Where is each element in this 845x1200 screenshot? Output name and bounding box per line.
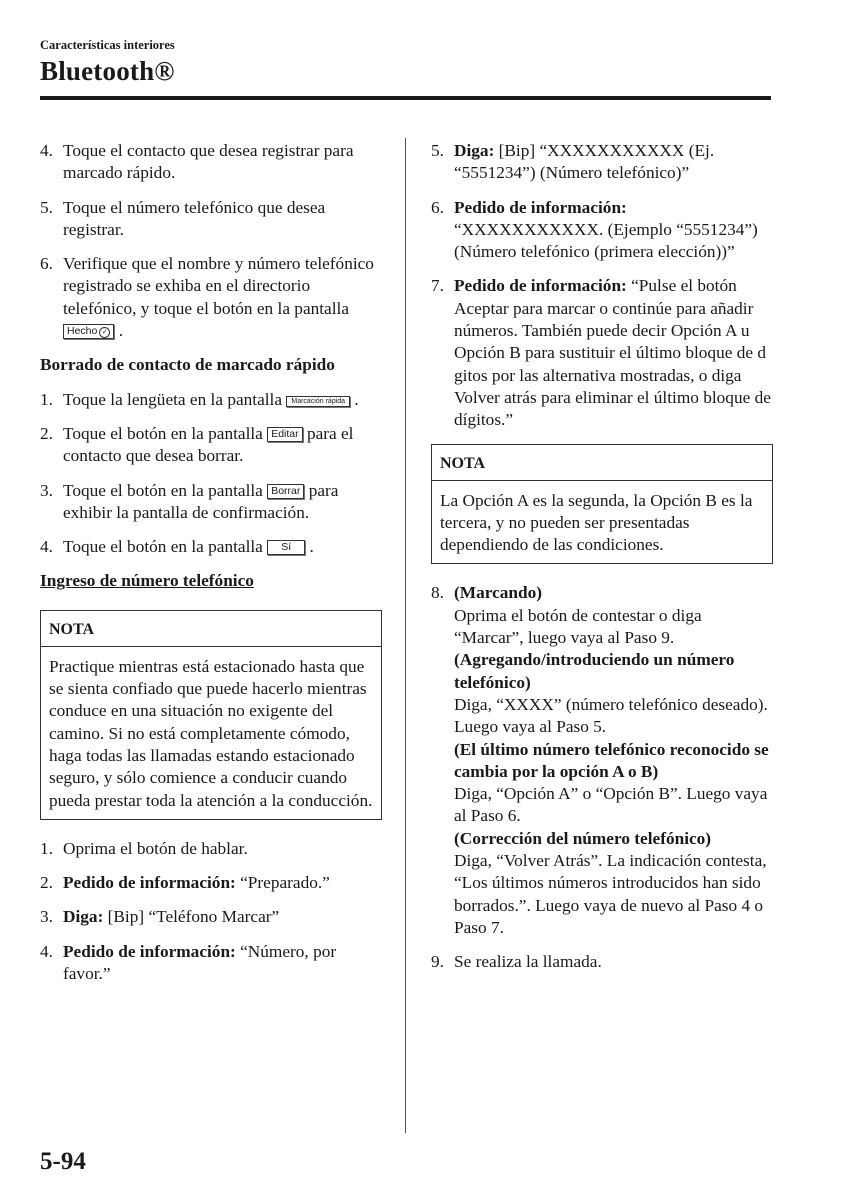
step-number: 5. bbox=[40, 197, 53, 217]
check-circle-icon: ✓ bbox=[99, 327, 110, 338]
step-number: 8. bbox=[431, 583, 444, 603]
step-text bbox=[63, 536, 382, 558]
list-item bbox=[431, 275, 773, 431]
step-text-part: [Bip] “XXXXXXXXXXX (Ej. “5551234”) (Número telefónico)” bbox=[454, 141, 715, 183]
step-bold-label: Diga: bbox=[454, 141, 495, 160]
step-bold-label: Pedido de información: bbox=[454, 197, 627, 217]
step-text-part: “Número, por favor.” bbox=[63, 941, 337, 984]
step-number: 6. bbox=[431, 197, 444, 217]
step-bold-label: Pedido de información: bbox=[454, 276, 627, 296]
note-box bbox=[431, 444, 773, 565]
step-text bbox=[63, 838, 382, 860]
step-number: 2. bbox=[40, 423, 53, 443]
step-text-end: para exhibir la pantalla de confirmación. bbox=[63, 480, 339, 522]
step-text-end: . bbox=[118, 321, 124, 341]
step-text-part: Toque el botón en la pantalla bbox=[63, 537, 263, 557]
step-text-part: Oprima el botón de contestar o diga “Marcar”, luego vaya al Paso 9. bbox=[454, 605, 702, 648]
step-text bbox=[63, 423, 382, 468]
note-box bbox=[40, 610, 382, 820]
list-item bbox=[40, 197, 382, 242]
step-text-part: Diga, “Volver Atrás”. La indicación contesta, “Los últimos números introducidos han sido borrados.”. Luego vaya de nuevo al Paso 4 o Paso 7. bbox=[454, 851, 767, 937]
section-label: Características interiores bbox=[40, 38, 175, 52]
step-bold-label: (Agregando/introduciendo un número telefónico) bbox=[454, 650, 735, 692]
list-item bbox=[40, 140, 382, 185]
step-text: Se realiza la llamada. bbox=[454, 952, 602, 972]
list-item bbox=[431, 140, 773, 185]
step-text-part: Toque la lengüeta en la pantalla bbox=[63, 389, 283, 409]
phone-entry-heading: Ingreso de número telefónico bbox=[40, 571, 254, 591]
step-text-part: “XXXXXXXXXXX. (Ejemplo “5551234”) (Número telefónico (primera elección))” bbox=[454, 219, 758, 262]
step-text bbox=[63, 941, 382, 986]
done-button-label: Hecho bbox=[67, 325, 98, 338]
note-body: La Opción A es la segunda, la Opción B es la tercera, y no pueden ser presentadas dependiendo de las condiciones. bbox=[440, 490, 753, 555]
step-text bbox=[63, 253, 382, 342]
step-number: 4. bbox=[40, 141, 53, 160]
delete-contact-heading: Borrado de contacto de marcado rápido bbox=[40, 355, 335, 375]
list-item bbox=[40, 906, 382, 928]
step-number: 3. bbox=[40, 907, 53, 927]
step-text-end: para el contacto que desea borrar. bbox=[63, 423, 354, 466]
list-item bbox=[40, 253, 382, 342]
edit-screen-button: Editar bbox=[267, 427, 302, 442]
step-text-end: . bbox=[309, 537, 314, 557]
list-item bbox=[40, 480, 382, 525]
step-text-part: [Bip] “Teléfono Marcar” bbox=[103, 907, 280, 927]
note-body: Practique mientras está estacionado hasta que se sienta confiado que puede hacerlo mientras conduce en una situación no exigente del camino. Si no está completamente cómodo, haga todas las llamadas estando estacionado seguro, y sólo comience a conducir cuando pueda prestar toda la atención a la conducción. bbox=[49, 656, 373, 810]
step-number: 1. bbox=[40, 389, 53, 409]
step-number: 5. bbox=[431, 141, 444, 160]
list-item bbox=[431, 951, 773, 973]
step-bold-label: (Corrección del número telefónico) bbox=[454, 828, 712, 848]
step-text-part: Toque el botón en la pantalla bbox=[63, 423, 263, 443]
title-rule bbox=[40, 96, 771, 100]
step-text-part: Diga, “XXXX” (número telefónico deseado). Luego vaya al Paso 5. bbox=[454, 694, 768, 737]
step-text bbox=[454, 275, 773, 431]
page-title: Bluetooth® bbox=[40, 56, 175, 86]
note-title: NOTA bbox=[432, 445, 772, 481]
step-text: Toque el contacto que desea registrar para marcado rápido. bbox=[63, 141, 354, 183]
right-column bbox=[431, 140, 773, 986]
step-number: 9. bbox=[431, 952, 444, 972]
list-item bbox=[40, 536, 382, 558]
step-text: Toque el número telefónico que desea registrar. bbox=[63, 197, 326, 239]
step-bold-label: Pedido de información: bbox=[63, 941, 236, 961]
list-item bbox=[40, 872, 382, 894]
delete-screen-button: Borrar bbox=[267, 484, 304, 499]
step-text-part: Toque el botón en la pantalla bbox=[63, 480, 263, 500]
list-item bbox=[431, 582, 773, 939]
step-text-part: “Pulse el botón Aceptar para marcar o continúe para añadir números. También puede decir Opción A u Opción B para sustituir el último bloque de d gitos por las alternativa mostradas, o diga Volver atrás para eliminar el último bloque de dígitos.” bbox=[454, 276, 771, 430]
note-title: NOTA bbox=[41, 611, 381, 647]
step-text bbox=[63, 872, 382, 894]
step-number: 6. bbox=[40, 254, 53, 274]
step-text bbox=[454, 582, 773, 939]
step-text bbox=[454, 140, 773, 185]
step-text bbox=[454, 197, 773, 264]
done-screen-button bbox=[63, 324, 114, 339]
step-bold-label: (Marcando) bbox=[454, 583, 542, 603]
step-bold-label: Pedido de información: bbox=[63, 873, 236, 893]
step-number: 4. bbox=[40, 537, 53, 557]
step-text-part: Oprima el botón de hablar. bbox=[63, 838, 248, 858]
step-number: 3. bbox=[40, 480, 53, 500]
step-text-end: . bbox=[354, 389, 359, 409]
left-column bbox=[40, 140, 382, 997]
step-text bbox=[63, 906, 382, 928]
list-item bbox=[431, 197, 773, 264]
step-number: 7. bbox=[431, 276, 444, 296]
page-number: 5-94 bbox=[40, 1148, 86, 1175]
speed-dial-tab-button: Marcación rápida bbox=[286, 396, 350, 407]
step-bold-label: (El último número telefónico reconocido se cambia por la opción A o B) bbox=[454, 739, 769, 781]
list-item bbox=[40, 423, 382, 468]
step-text-part: Verifique que el nombre y número telefónico registrado se exhiba en el directorio telefónico, y toque el botón en la pantalla bbox=[63, 254, 374, 318]
yes-screen-button: Sí bbox=[267, 540, 305, 555]
list-item bbox=[40, 389, 382, 411]
step-bold-label: Diga: bbox=[63, 907, 104, 927]
step-number: 2. bbox=[40, 873, 53, 893]
column-divider bbox=[405, 138, 406, 1133]
list-item bbox=[40, 838, 382, 860]
step-text-part: Diga, “Opción A” o “Opción B”. Luego vaya al Paso 6. bbox=[454, 784, 768, 826]
step-number: 4. bbox=[40, 941, 53, 961]
step-text bbox=[63, 389, 382, 411]
step-number: 1. bbox=[40, 838, 53, 858]
step-text-part: “Preparado.” bbox=[235, 873, 330, 893]
list-item bbox=[40, 941, 382, 986]
step-text bbox=[63, 480, 382, 525]
